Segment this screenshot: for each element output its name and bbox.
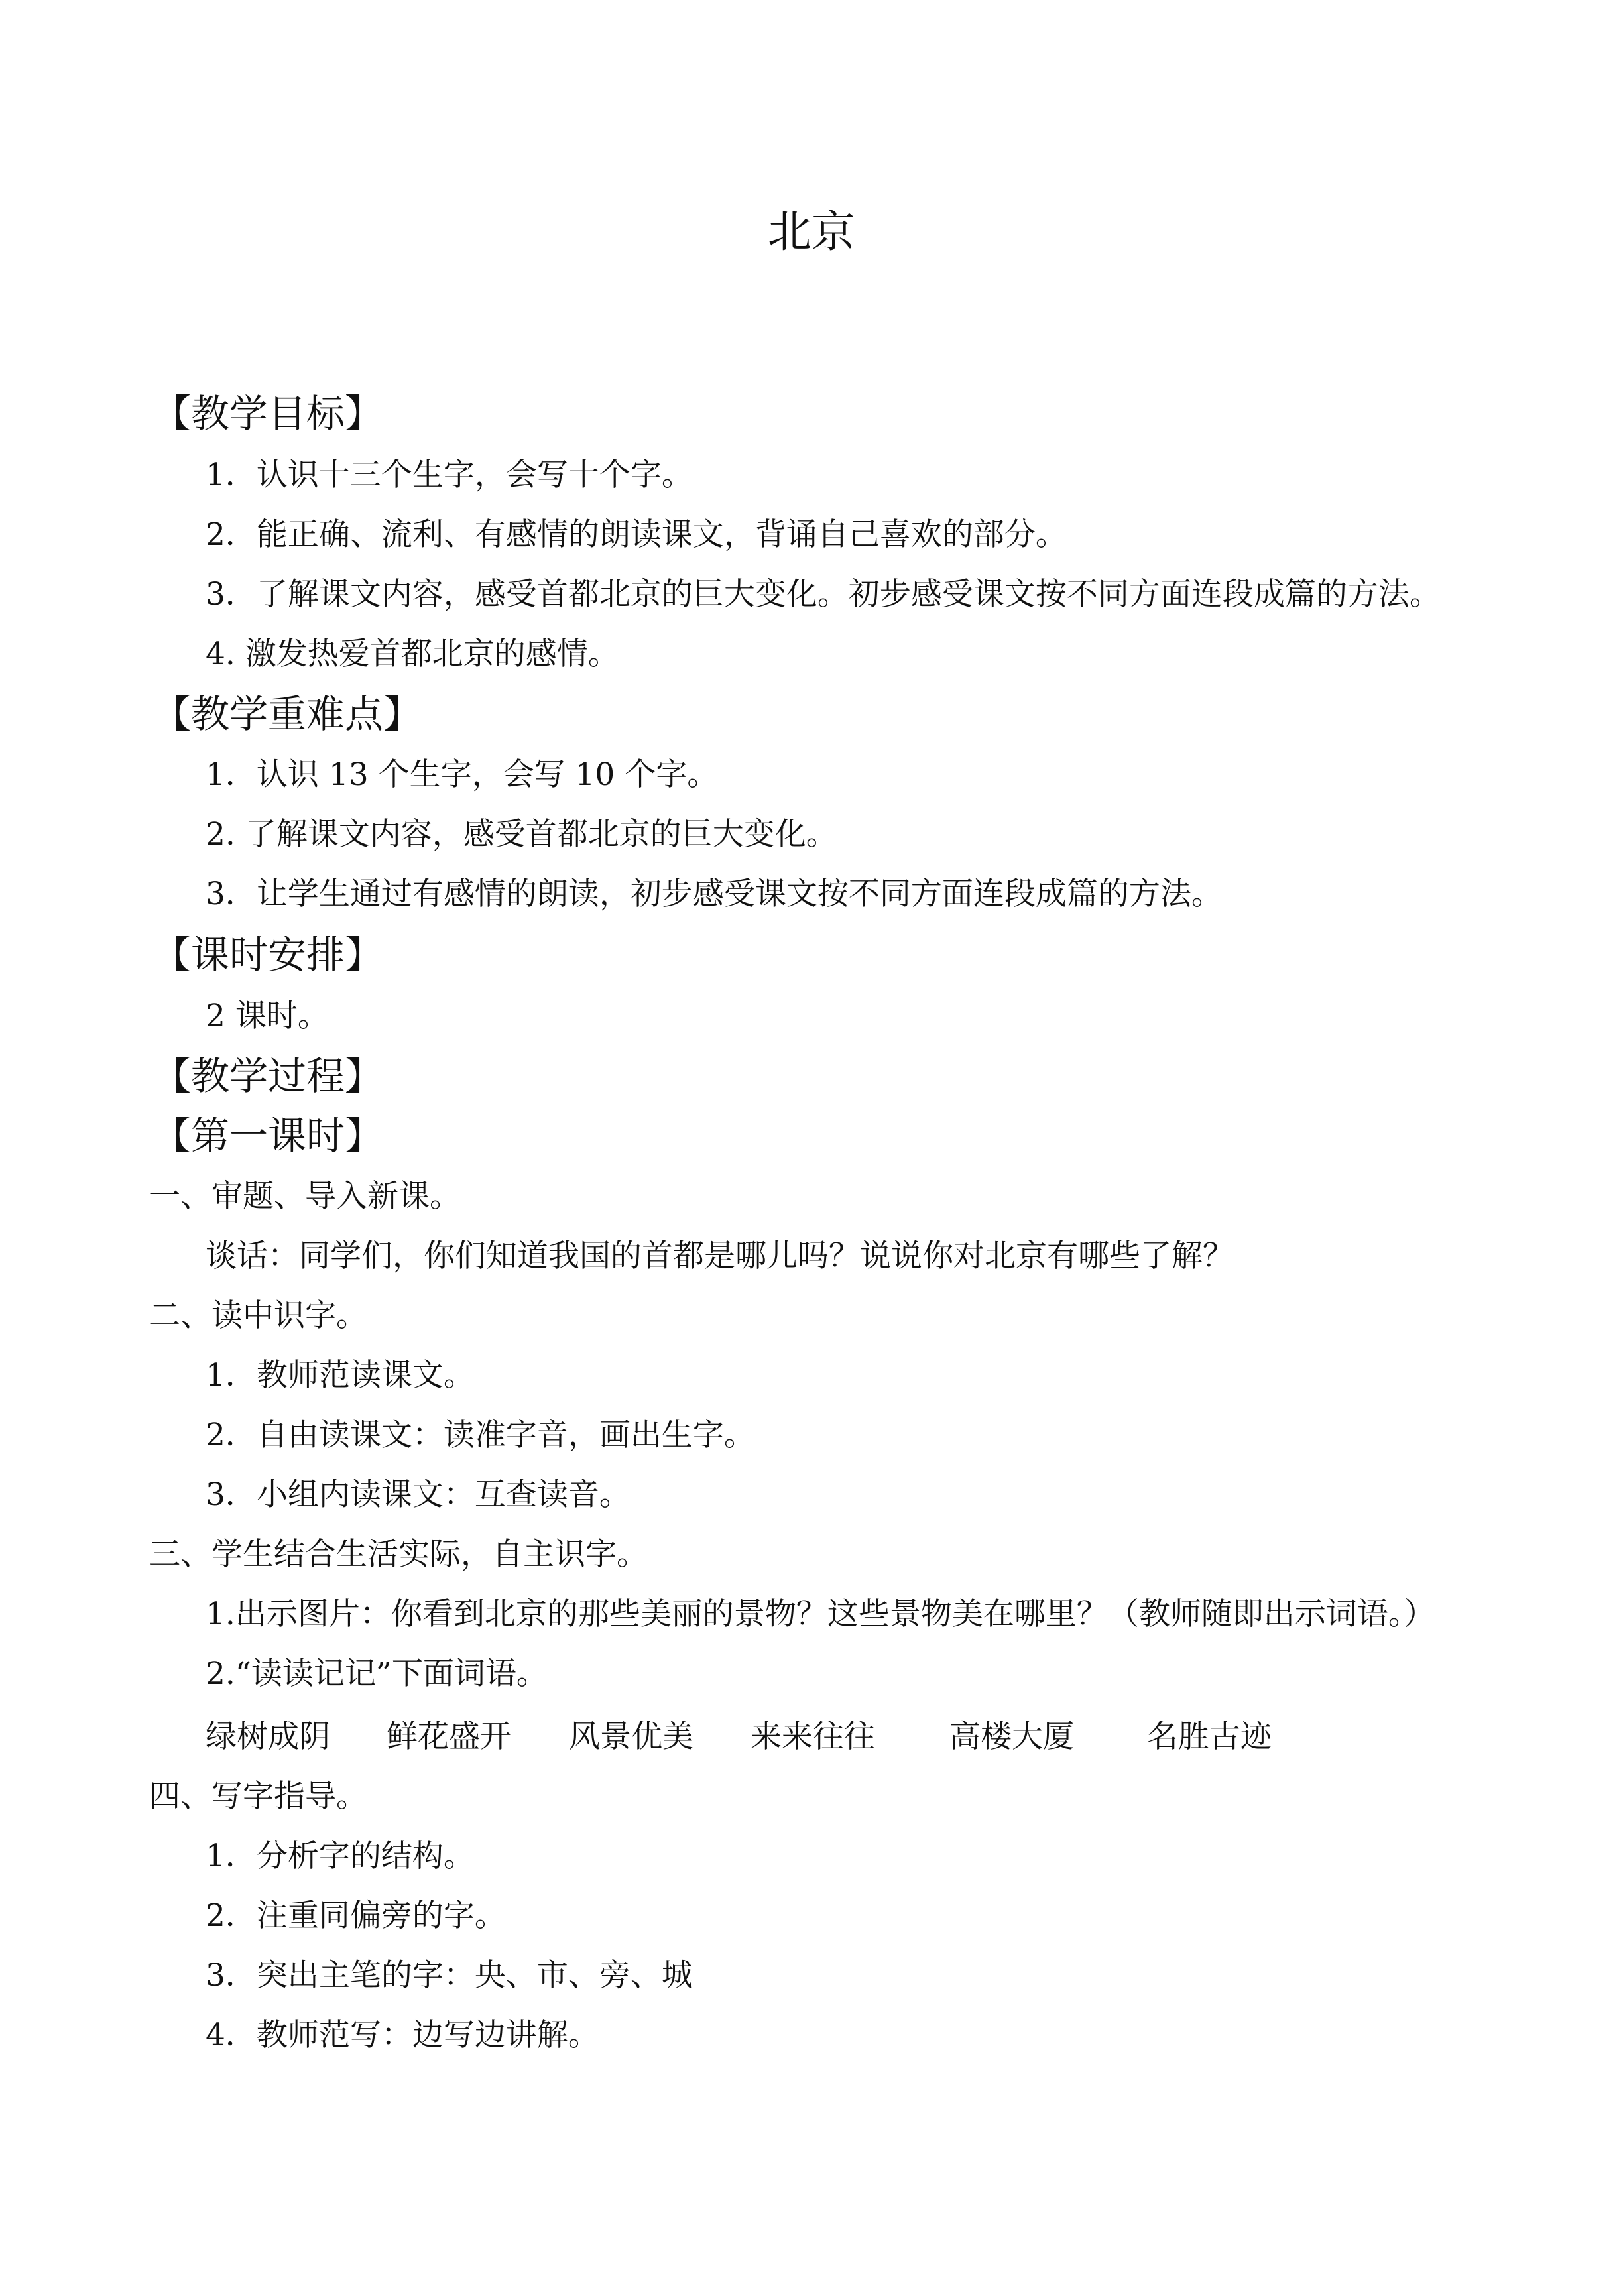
heading-process: 【教学过程】 bbox=[152, 1054, 384, 1099]
part1-title: 一、审题、导入新课。 bbox=[149, 1178, 461, 1215]
part1-text: 谈话：同学们，你们知道我国的首都是哪儿吗？说说你对北京有哪些了解？ bbox=[206, 1238, 1234, 1274]
vocab-word: 绿树成阴 bbox=[206, 1719, 330, 1755]
heading-schedule: 【课时安排】 bbox=[152, 932, 384, 977]
vocab-word: 风景优美 bbox=[569, 1719, 693, 1755]
heading-lesson-one: 【第一课时】 bbox=[152, 1113, 384, 1158]
goal-item-1: 1．认识十三个生字，会写十个字。 bbox=[206, 457, 693, 493]
vocab-word: 名胜古迹 bbox=[1147, 1719, 1272, 1755]
vocab-word: 高楼大厦 bbox=[949, 1719, 1074, 1755]
heading-teaching-goals: 【教学目标】 bbox=[152, 391, 384, 436]
key-point-item-2: 2. 了解课文内容，感受首都北京的巨大变化。 bbox=[206, 816, 837, 853]
part4-title: 四、写字指导。 bbox=[149, 1778, 367, 1815]
part2-item-2: 2．自由读课文：读准字音，画出生字。 bbox=[206, 1417, 755, 1453]
page-title: 北京 bbox=[768, 206, 855, 257]
schedule-text: 2 课时。 bbox=[206, 998, 329, 1034]
part4-item-3: 3．突出主笔的字：央、市、旁、城 bbox=[206, 1957, 693, 1994]
key-point-item-3: 3．让学生通过有感情的朗读，初步感受课文按不同方面连段成篇的方法。 bbox=[206, 876, 1223, 912]
vocab-word: 鲜花盛开 bbox=[387, 1719, 511, 1755]
vocab-word: 来来往往 bbox=[751, 1719, 875, 1755]
goal-item-2: 2．能正确、流利、有感情的朗读课文，背诵自己喜欢的部分。 bbox=[206, 516, 1067, 553]
part4-item-4: 4．教师范写：边写边讲解。 bbox=[206, 2017, 599, 2053]
goal-item-3: 3．了解课文内容，感受首都北京的巨大变化。初步感受课文按不同方面连段成篇的方法。 bbox=[206, 576, 1441, 613]
part3-item-2: 2.“读读记记”下面词语。 bbox=[206, 1656, 548, 1692]
part4-item-1: 1．分析字的结构。 bbox=[206, 1838, 475, 1874]
part4-item-2: 2．注重同偏旁的字。 bbox=[206, 1898, 506, 1934]
goal-item-4: 4. 激发热爱首都北京的感情。 bbox=[206, 636, 619, 672]
part2-item-3: 3．小组内读课文：互查读音。 bbox=[206, 1477, 631, 1513]
heading-key-points: 【教学重难点】 bbox=[152, 692, 422, 737]
part3-item-1: 1.出示图片：你看到北京的那些美丽的景物？这些景物美在哪里？（教师随即出示词语。） bbox=[206, 1596, 1435, 1632]
key-point-item-1: 1．认识 13 个生字，会写 10 个字。 bbox=[206, 756, 719, 793]
part3-title: 三、学生结合生活实际，自主识字。 bbox=[149, 1536, 648, 1573]
part2-title: 二、读中识字。 bbox=[149, 1298, 367, 1334]
part2-item-1: 1．教师范读课文。 bbox=[206, 1357, 475, 1394]
